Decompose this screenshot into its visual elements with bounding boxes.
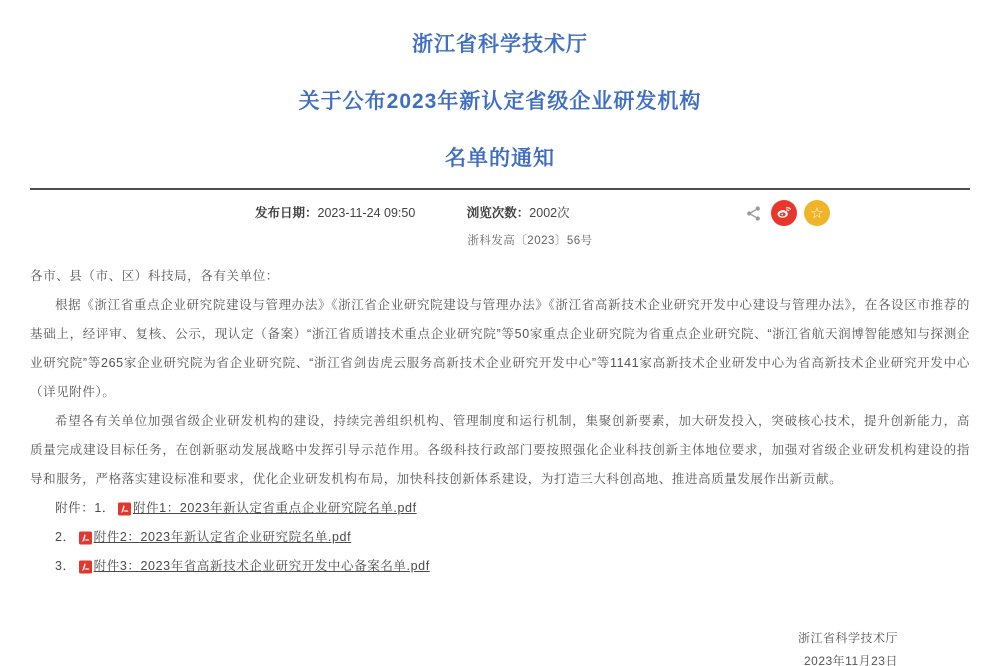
title-line-1: 浙江省科学技术厅 [412,33,588,56]
paragraph-1: 根据《浙江省重点企业研究院建设与管理办法》《浙江省企业研究院建设与管理办法》《浙江省高新技术企业研究开发中心建设与管理办法》，在各设区市推荐的基础上，经评审、复核、公示，现认定（备案）“浙江省质谱技术重点企业研究院”等50家重点企业研究院为省重点企业研究院、“浙江省航天润博智能感知与探测企业研究院”等265家企业研究院为省企业研究院、“浙江省剑齿虎云服务高新技术企业研究开发中心”等1141家高新技术企业研发中心为省高新技术企业研究开发中心（详见附件）。 [30,298,970,399]
attachment-index: 3． [55,559,76,573]
attachment-row [55,523,970,552]
publish-date-value: 2023-11-24 09:50 [317,206,416,220]
attachment-link-1[interactable]: 附件1：2023年新认定省重点企业研究院名单.pdf [132,501,417,515]
view-count [467,206,570,220]
title-line-2: 关于公布2023年新认定省级企业研发机构 [298,90,702,113]
view-count-value: 2002次 [529,206,570,220]
weibo-icon[interactable] [771,200,797,226]
meta-row [30,200,970,226]
signature-date: 2023年11月23日 [803,654,898,666]
attachment-row [55,494,970,523]
attachment-link-2[interactable]: 附件2：2023年新认定省企业研究院名单.pdf [93,530,352,544]
attachment-row [55,552,970,581]
title-line-3: 名单的通知 [445,147,555,170]
attachment-index: 1． [94,501,115,515]
share-toolbar [745,200,830,226]
publish-date [255,206,415,220]
paragraph-2: 希望各有关单位加强省级企业研发机构的建设，持续完善组织机构、管理制度和运行机制，集聚创新要素，加大研发投入，突破核心技术，提升创新能力，高质量完成建设目标任务，在创新驱动发展战略中发挥引导示范作用。各级科技行政部门要按照强化企业科技创新主体地位要求，加强对省级企业研发机构建设的指导和服务，严格落实建设标准和要求，优化企业研发机构布局，加快科技创新体系建设，为打造三大科创高地、推进高质量发展作出新贡献。 [30,414,970,486]
pdf-icon [79,531,92,545]
page-title [30,0,970,187]
signature-block [30,627,970,666]
doc-number: 浙科发高〔2023〕56号 [467,235,593,247]
doc-body [30,262,970,581]
star-glyph: ☆ [810,204,824,222]
share-icon[interactable] [745,205,762,222]
publish-date-label: 发布日期： [255,206,318,220]
attachment-list [55,494,970,581]
favorite-star-icon[interactable] [804,200,830,226]
view-count-label: 浏览次数： [466,206,530,220]
pdf-icon [79,560,92,574]
attachment-link-3[interactable]: 附件3：2023年省高新技术企业研究开发中心备案名单.pdf [93,559,430,573]
signature-org: 浙江省科学技术厅 [797,631,898,645]
title-separator [30,188,970,190]
attachment-index: 2． [55,530,76,544]
attachments-label: 附件： [55,501,95,515]
pdf-icon [118,502,131,516]
salutation: 各市、县（市、区）科技局，各有关单位： [30,269,279,283]
